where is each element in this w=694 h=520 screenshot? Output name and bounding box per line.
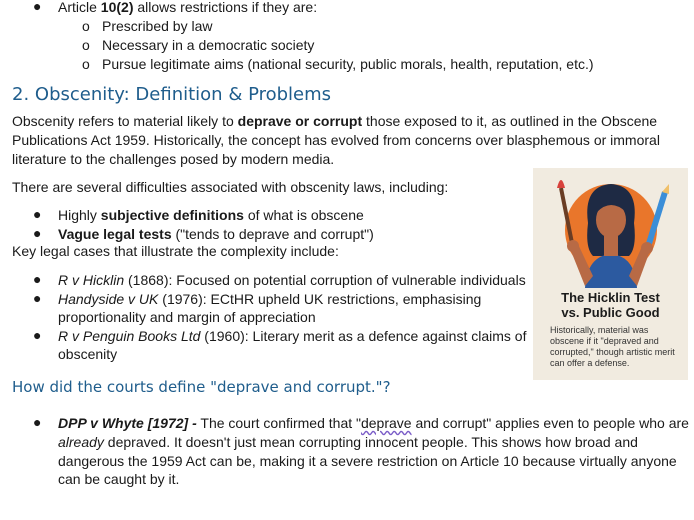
- sub-bullet: o: [82, 56, 90, 72]
- bullet-dot: ●: [33, 271, 42, 287]
- paragraph-line: Obscenity refers to material likely to deprave or corrupt those exposed to it, as outlined in the Obscene: [12, 113, 658, 129]
- card-title: The Hicklin Test vs. Public Good: [561, 290, 660, 320]
- bullet-dot: ●: [33, 206, 42, 222]
- case-item: R v Penguin Books Ltd (1960): Literary merit as a defence against claims of: [58, 328, 527, 344]
- case-item: Handyside v UK (1976): ECtHR upheld UK restrictions, emphasising: [58, 291, 482, 307]
- section-heading: 2. Obscenity: Definition & Problems: [12, 84, 332, 105]
- question-heading: How did the courts define "deprave and corrupt."?: [12, 378, 391, 396]
- bullet-dot: ●: [33, 0, 42, 14]
- restriction-item: Pursue legitimate aims (national security, public morals, health, reputation, etc.): [102, 56, 594, 72]
- sub-bullet: o: [82, 18, 90, 34]
- card-body: Historically, material was obscene if it "depraved and corrupted," though artistic merit can offer a defense.: [550, 325, 675, 368]
- bullet-dot: ●: [33, 327, 42, 343]
- case-item-cont: proportionality and margin of appreciation: [58, 309, 316, 325]
- dpp-line: already depraved. It doesn't just mean corrupting innocent people. This shows how broad and: [58, 434, 638, 450]
- case-item: R v Hicklin (1868): Focused on potential corruption of vulnerable individuals: [58, 272, 526, 288]
- cases-intro: Key legal cases that illustrate the complexity include:: [12, 243, 339, 259]
- difficulty-item: Vague legal tests ("tends to deprave and corrupt"): [58, 226, 374, 242]
- dpp-line: DPP v Whyte [1972] - The court confirmed that "deprave and corrupt" applies even to people who are: [58, 415, 689, 431]
- restriction-item: Necessary in a democratic society: [102, 37, 315, 53]
- artist-illustration: [533, 168, 688, 288]
- restriction-item: Prescribed by law: [102, 18, 213, 34]
- illustration-card: [533, 168, 688, 380]
- case-item-cont: obscenity: [58, 346, 118, 362]
- sub-bullet: o: [82, 37, 90, 53]
- article-intro: Article 10(2) allows restrictions if they are:: [58, 0, 318, 15]
- bullet-dot: ●: [33, 414, 42, 430]
- bullet-dot: ●: [33, 290, 42, 306]
- bullet-dot: ●: [33, 225, 42, 241]
- paragraph-line: Publications Act 1959. Historically, the concept has evolved from concerns over blasphemous or immoral: [12, 132, 660, 148]
- dpp-line: dangerous the 1959 Act can be, making it a severe restriction on Article 10 because virtually anyone: [58, 453, 677, 469]
- difficulties-intro: There are several difficulties associated with obscenity laws, including:: [12, 179, 449, 195]
- dpp-line: can be caught by it.: [58, 471, 180, 487]
- difficulty-item: Highly subjective definitions of what is obscene: [58, 207, 364, 223]
- paragraph-line: literature to the challenges posed by modern media.: [12, 151, 335, 167]
